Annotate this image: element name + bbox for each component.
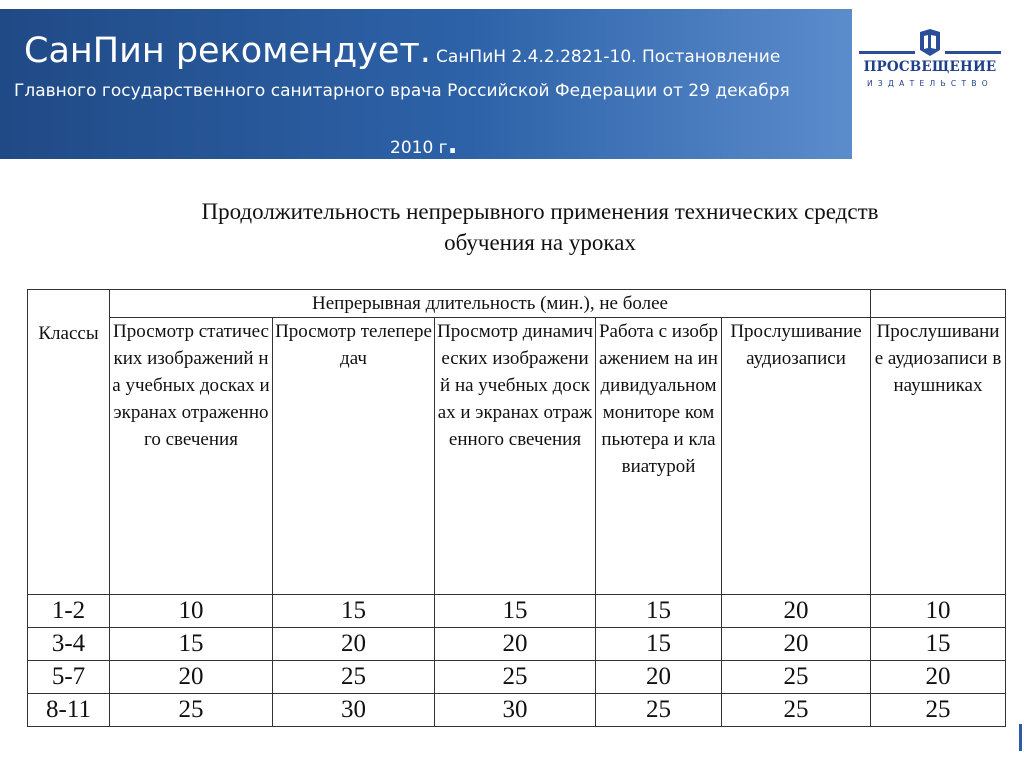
table-row xyxy=(28,595,1006,628)
value-cell: 20 xyxy=(435,628,596,661)
document-title-line-2: обучения на уроках xyxy=(444,230,636,255)
banner-date-dot: . xyxy=(447,130,458,160)
value-cell: 20 xyxy=(722,628,871,661)
value-cell: 15 xyxy=(435,595,596,628)
value-cell: 30 xyxy=(435,694,596,727)
banner-title-main: СанПин рекомендует. xyxy=(24,31,431,71)
banner-title-rest: СанПиН 2.4.2.2821-10. Постановление xyxy=(436,47,781,67)
document-title xyxy=(110,196,970,258)
banner-line-3 xyxy=(390,130,458,160)
publisher-name: ПРОСВЕЩЕНИЕ xyxy=(863,59,997,75)
value-cell: 10 xyxy=(871,595,1006,628)
grade-cell: 3-4 xyxy=(28,628,110,661)
class-header xyxy=(28,290,110,595)
value-cell: 15 xyxy=(110,628,273,661)
column-header xyxy=(722,318,871,595)
class-header-text: Классы xyxy=(38,323,99,344)
logo-line-right xyxy=(945,51,1001,54)
publisher-logo xyxy=(857,26,1005,96)
value-cell: 15 xyxy=(871,628,1006,661)
value-cell: 25 xyxy=(596,694,722,727)
column-header xyxy=(871,318,1006,595)
table-row xyxy=(28,661,1006,694)
value-cell: 20 xyxy=(722,595,871,628)
column-header xyxy=(110,318,273,595)
value-cell: 20 xyxy=(596,661,722,694)
table-header-row xyxy=(28,290,1006,318)
header-banner xyxy=(0,9,852,159)
column-header xyxy=(596,318,722,595)
publisher-subtitle: ИЗДАТЕЛЬСТВО xyxy=(867,79,993,88)
slide-edge-mark xyxy=(1019,724,1022,751)
banner-title-line xyxy=(24,31,780,71)
column-header-text: Прослушивание аудиозаписи xyxy=(730,321,862,369)
logo-line-left xyxy=(859,51,915,54)
column-header xyxy=(435,318,596,595)
value-cell: 15 xyxy=(596,628,722,661)
column-header-text: Просмотр телепередач xyxy=(275,321,432,369)
value-cell: 20 xyxy=(871,661,1006,694)
value-cell: 15 xyxy=(273,595,435,628)
column-header xyxy=(273,318,435,595)
value-cell: 25 xyxy=(722,661,871,694)
value-cell: 25 xyxy=(871,694,1006,727)
value-cell: 10 xyxy=(110,595,273,628)
value-cell: 20 xyxy=(110,661,273,694)
value-cell: 15 xyxy=(596,595,722,628)
document-title-line-1: Продолжительность непрерывного применения технических средств xyxy=(201,199,879,224)
grade-cell: 8-11 xyxy=(28,694,110,727)
column-header-text: Прослушивание аудиозаписи в наушниках xyxy=(874,321,1002,396)
grade-cell: 1-2 xyxy=(28,595,110,628)
banner-line-2: Главного государственного санитарного врача Российской Федерации от 29 декабря xyxy=(14,81,790,101)
group-header: Непрерывная длительность (мин.), не более xyxy=(110,290,871,318)
grade-cell: 5-7 xyxy=(28,661,110,694)
column-header-text: Просмотр динамических изображений на учебных досках и экранах отраженного свечения xyxy=(437,321,593,450)
column-header-text: Просмотр статических изображений на учебных досках и экранах отраженного свечения xyxy=(112,321,270,450)
value-cell: 25 xyxy=(722,694,871,727)
book-emblem-icon xyxy=(917,28,943,58)
column-header-text: Работа с изображением на индивидуальном мониторе компьютера и клавиатурой xyxy=(598,321,719,477)
value-cell: 30 xyxy=(273,694,435,727)
table-subheader-row xyxy=(28,318,1006,595)
duration-table xyxy=(27,289,1006,727)
value-cell: 20 xyxy=(273,628,435,661)
value-cell: 25 xyxy=(435,661,596,694)
value-cell: 25 xyxy=(273,661,435,694)
banner-date: 2010 г xyxy=(390,138,448,158)
table-row xyxy=(28,628,1006,661)
group-header-empty xyxy=(871,290,1006,318)
value-cell: 25 xyxy=(110,694,273,727)
table-row xyxy=(28,694,1006,727)
